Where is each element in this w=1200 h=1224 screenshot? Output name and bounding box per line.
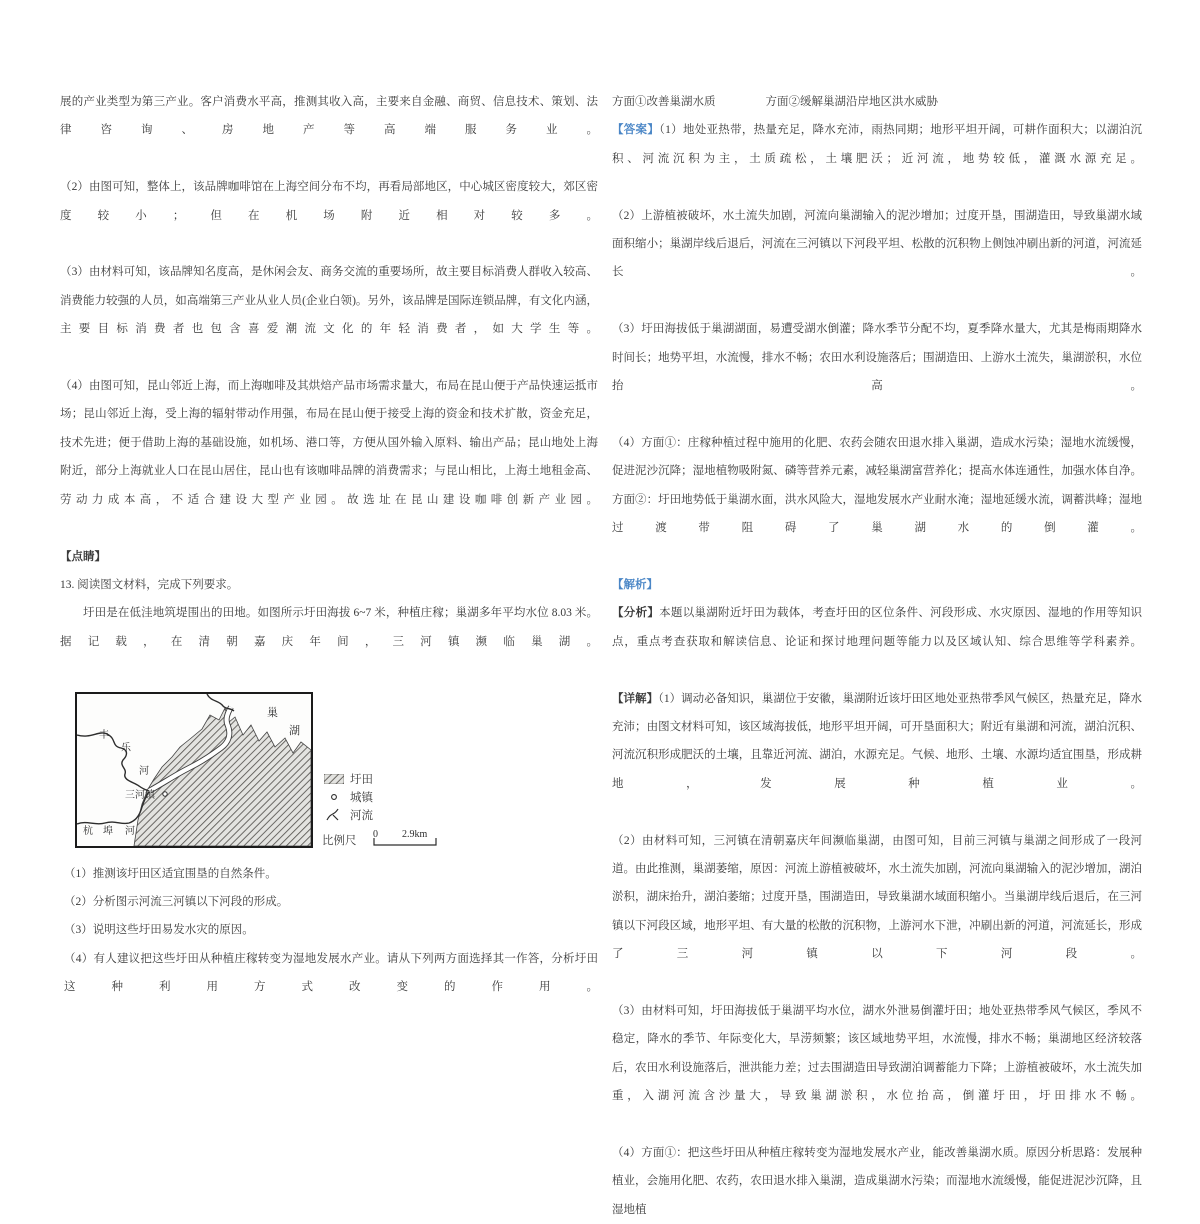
hangbu-label-3: 河 [125, 825, 135, 837]
xiangjie-label: 【详解】 [612, 692, 659, 705]
detail-paragraph-2: （2）由材料可知，三河镇在清朝嘉庆年间濒临巢湖，由图可知，目前三河镇与巢湖之间形成了一段河道。由此推测，巢湖萎缩，原因：河流上游植被破坏，水土流失加剧，河流向巢湖输入的泥沙增加，湖泊淤积，湖床抬升，湖泊萎缩；过度开垦，围湖造田，导致巢湖水域面积缩小。当巢湖岸线后退后，在三河镇以下河段区域，地形平坦、有大量的松散的沉积物，上游河水下泄，冲刷出新的河道，河流延长，形成了三河镇以下河段。 [612, 834, 1142, 961]
fengle-label-1: 丰 [99, 729, 109, 741]
polder-region [134, 708, 311, 846]
scale-bar-icon [360, 828, 446, 848]
hangbu-label-1: 杭 [83, 825, 93, 837]
polder-swatch-icon [322, 774, 346, 784]
scale-label: 比例尺 [322, 834, 357, 847]
answer-block-4: （4）方面①：庄稼种植过程中施用的化肥、农药会随农田退水排入巢湖，造成水污染；湿地水流缓慢，促进泥沙沉降；湿地植物吸附氮、磷等营养元素，减轻巢湖富营养化；提高水体连通性，加强水体自净。方面②：圩田地势低于巢湖水面，洪水风险大，湿地发展水产业耐水淹；湿地延缓水流，调蓄洪峰；湿地过渡带阻碍了巢湖水的倒灌。 [612, 436, 1142, 535]
sub-question-2: （2）分析图示河流三河镇以下河段的形成。 [64, 895, 289, 908]
question-13-title: 13. 阅读图文材料，完成下列要求。 [60, 578, 239, 591]
answer-paragraph-4: （4）由图可知，昆山邻近上海，而上海咖啡及其烘焙产品市场需求量大，布局在昆山便于产品快速运抵市场；昆山邻近上海，受上海的辐射带动作用强，布局在昆山便于接受上海的资金和技术扩散，资金充足，技术先进；便于借助上海的基础设施，如机场、港口等，方便从国外输入原料、输出产品；昆山地处上海附近，部分上海就业人口在昆山居住，昆山也有该咖啡品牌的消费需求；与昆山相比，上海土地租金高、劳动力成本高，不适合建设大型产业园。故选址在昆山建设咖啡创新产业园。 [60, 380, 598, 506]
legend-river [322, 806, 472, 824]
left-column [60, 88, 598, 1030]
river-curve-icon [322, 807, 346, 822]
lake-label-2: 湖 [289, 724, 300, 737]
jiexi-label: 【解析】 [612, 578, 658, 591]
question-13-material: 圩田是在低洼地筑堤围出的田地。如图所示圩田海拔 6~7 米，种植庄稼；巢湖多年平均水位 8.03 米。据记载，在清朝嘉庆年间，三河镇濒临巢湖。 [60, 607, 598, 648]
dianjing-label: 【点睛】 [60, 550, 106, 563]
detail-paragraph-4: （4）方面①：把这些圩田从种植庄稼转变为湿地发展水产业，能改善巢湖水质。原因分析思路：发展种植业，会施用化肥、农药，农田退水排入巢湖，造成巢湖水污染；而湿地水流缓慢，能促进泥沙沉降，且湿地植 [612, 1147, 1142, 1216]
answer-label: 【答案】 [612, 124, 660, 137]
detail-paragraph-3: （3）由材料可知，圩田海拔低于巢湖平均水位，湖水外泄易倒灌圩田；地处亚热带季风气候区，季风不稳定，降水的季节、年际变化大，旱涝频繁；该区域地势平坦，水流慢，排水不畅；巢湖地区经济较落后，农田水利设施落后，泄洪能力差；过去围湖造田导致湖泊调蓄能力下降；上游植被破坏，水土流失加重，入湖河流含沙量大，导致巢湖淤积，水位抬高，倒灌圩田，圩田排水不畅。 [612, 1005, 1142, 1103]
polder-map [75, 692, 313, 848]
sub-question-1: （1）推测该圩田区适宜围垦的自然条件。 [64, 867, 277, 880]
map-figure [60, 690, 598, 852]
legend-river-label: 河流 [350, 809, 373, 822]
aspect-option-2: 方面②缓解巢湖沿岸地区洪水威胁 [765, 96, 938, 108]
answer-paragraph-2: （2）由图可知，整体上，该品牌咖啡馆在上海空间分布不均，再看局部地区，中心城区密度较大，郊区密度较小；但在机场附近相对较多。 [60, 181, 598, 222]
answer-continuation-paragraph: 展的产业类型为第三产业。客户消费水平高，推测其收入高，主要来自金融、商贸、信息技术、策划、法律咨询、房地产等高端服务业。 [60, 96, 598, 137]
detail-paragraph-1 [612, 685, 1142, 827]
right-column [612, 88, 1142, 1224]
hangbu-label-2: 埠 [103, 825, 113, 837]
fengle-label-3: 河 [139, 765, 149, 777]
answer-1-text: （1）地处亚热带，热量充足，降水充沛，雨热同期；地形平坦开阔，可耕作面积大；以湖泊沉积、河流沉积为主，土质疏松，土壤肥沃；近河流，地势较低，灌溉水源充足。 [612, 124, 1143, 165]
answer-block-1 [612, 116, 1142, 201]
scale-zero: 0 [372, 828, 378, 840]
legend-town [322, 788, 472, 806]
answer-block-2: （2）上游植被破坏，水土流失加剧，河流向巢湖输入的泥沙增加；过度开垦，围湖造田，导致巢湖水域面积缩小；巢湖岸线后退后，河流在三河镇以下河段平坦、松散的沉积物上侧蚀冲刷出新的河道，河流延长。 [612, 209, 1142, 279]
answer-paragraph-3: （3）由材料可知，该品牌知名度高，是休闲会友、商务交流的重要场所，故主要目标消费人群收入较高、消费能力较强的人员，如高端第三产业从业人员(企业白领)。另外，该品牌是国际连锁品牌，有文化内涵，主要目标消费者也包含喜爱潮流文化的年轻消费者，如大学生等。 [60, 266, 598, 336]
town-circle-icon [322, 792, 346, 802]
legend-polder-label: 圩田 [350, 773, 373, 786]
lake-label-1: 巢 [267, 706, 278, 719]
aspect-option-1: 方面①改善巢湖水质 [612, 96, 716, 108]
legend-polder [322, 770, 472, 788]
answer-block-3: （3）圩田海拔低于巢湖湖面，易遭受湖水倒灌；降水季节分配不均，夏季降水量大，尤其是梅雨期降水时间长；地势平坦，水流慢，排水不畅；农田水利设施落后；围湖造田、上游水土流失，巢湖淤积，水位抬高。 [612, 323, 1142, 393]
fenxi-label: 【分析】 [612, 607, 660, 620]
legend-town-label: 城镇 [350, 791, 373, 804]
sub-question-4: （4）有人建议把这些圩田从种植庄稼转变为湿地发展水产业。请从下列两方面选择其一作答，分析圩田这种利用方式改变的作用。 [64, 952, 598, 994]
town-label: 三河镇 [125, 789, 155, 801]
fengle-river-path [77, 732, 149, 790]
polder-map-svg [77, 694, 311, 846]
map-legend [322, 770, 472, 848]
scale-max: 2.9km [401, 828, 427, 840]
sub-question-3: （3）说明这些圩田易发水灾的原因。 [64, 924, 254, 937]
fengle-label-2: 乐 [121, 742, 131, 754]
top-river-path [207, 694, 234, 711]
fenxi-paragraph [612, 599, 1142, 684]
town-marker [163, 791, 167, 795]
detail-1-text: （1）调动必备知识，巢湖位于安徽，巢湖附近该圩田区地处亚热带季风气候区，热量充足，降水充沛；由图文材料可知，该区域海拔低，地形平坦开阔，可开垦面积大；附近有巢湖和河流，湖泊沉积、河流沉积形成肥沃的土壤，且靠近河流、湖泊，水源充足。气候、地形、土壤、水源均适宜围垦，形成耕地，发展种植业。 [612, 692, 1143, 790]
fenxi-text: 本题以巢湖附近圩田为载体，考查圩田的区位条件、河段形成、水灾原因、湿地的作用等知识点，重点考查获取和解读信息、论证和探讨地理问题等能力以及区域认知、综合思维等学科素养。 [612, 607, 1142, 648]
aspect-options-line [612, 88, 1142, 116]
legend-scale [322, 826, 472, 848]
